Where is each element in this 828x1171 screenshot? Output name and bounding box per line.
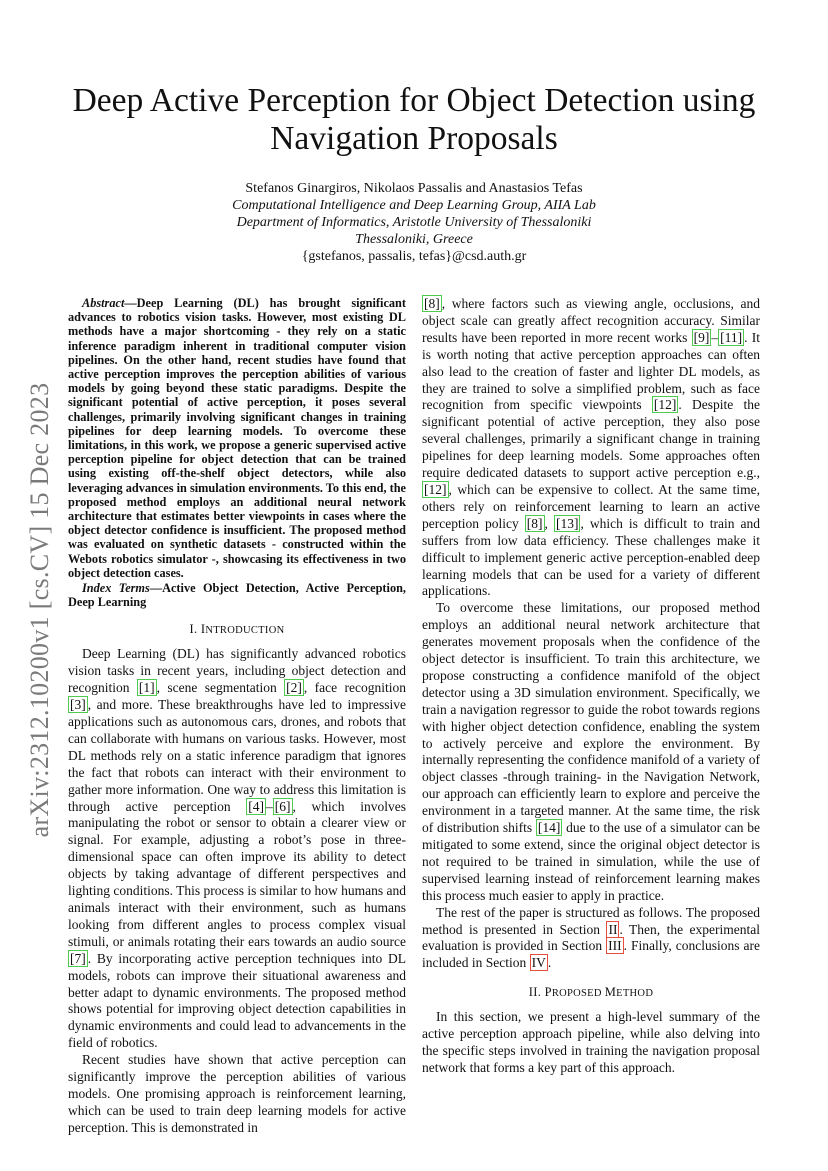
text-run: , which is difficult to train and suffers from low data efficiency. These challenges make it difficult to implement generic active perception-enabled deep learning models that can be used for a variety of different applications. <box>422 515 761 599</box>
section-link[interactable]: IV <box>531 955 546 971</box>
section-numeral: I. <box>189 622 201 637</box>
citation-link[interactable]: [6] <box>274 798 291 814</box>
abstract-text: —Deep Learning (DL) has brought significant advances to robotics vision tasks. However, most existing DL methods have a major shortcoming - they rely on a static inference paradigm inherent in traditional computer vision pipelines. On the other hand, recent studies have found that active perception improves the perception abilities of various models by going beyond these static paradigms. Despite the significant potential of active perception, it poses several challenges, primarily involving significant changes in training pipelines for deep learning models. To overcome these limitations, in this work, we propose a generic supervised active perception pipeline for object detection that can be trained using existing off-the-shelf object detectors, while also leveraging advances in simulation environments. To this end, the proposed method employs an additional neural network architecture that estimates better viewpoints in cases where the object detector confidence is insufficient. The proposed method was evaluated on synthetic datasets - constructed within the Webots robotics simulator -, showcasing its effectiveness in two object detection cases. <box>68 296 406 580</box>
index-terms <box>68 581 406 609</box>
index-terms-label: Index Terms <box>82 581 150 596</box>
section-title-rest: ETHOD <box>616 988 654 1000</box>
text-run: . <box>547 955 552 971</box>
affiliation-line: Thessaloniki, Greece <box>355 232 473 247</box>
citation-link[interactable]: [9] <box>693 329 710 345</box>
section-title-rest: ROPOSED <box>551 988 605 1000</box>
citation-link[interactable]: [8] <box>424 296 440 311</box>
text-run: . Then, the experimental evaluation is provided in Section <box>422 921 760 954</box>
text-run: Recent studies have shown that active perception can significantly improve the perception abilities of various models. One promising approach is reinforcement learning, which can be used to train deep learning models for active perception. This is demonstrated in <box>68 1052 406 1135</box>
section-heading-introduction <box>68 621 406 640</box>
section-link[interactable]: III <box>608 938 622 954</box>
section-numeral: II. <box>528 985 545 1000</box>
citation-link[interactable]: [12] <box>653 397 677 413</box>
text-run: Deep Learning (DL) has significantly advanced robotics vision tasks in recent years, including object detection and recognition <box>68 646 406 696</box>
author-block <box>100 180 728 265</box>
citation-link[interactable]: [7] <box>70 950 86 966</box>
text-run: To overcome these limitations, our proposed method employs an additional neural network architecture that generates movement proposals when the confidence of the object detector is insufficient. To train this architecture, we propose constructing a confidence manifold of the object detector using a 3D simulation environment. Specifically, we train a navigation regressor to guide the robot towards regions with higher object detection confidence, enabling the system to actively perceive and explore the environment. By internally representing the confidence manifold of a variety of object classes -through training- in the Navigation Network, our approach can efficiently learn to explore and perceive the environment in a targeted manner. At the same time, the risk of distribution shifts <box>422 600 760 836</box>
text-run: , <box>544 515 554 531</box>
text-run: , and more. These breakthroughs have led to impressive applications such as autonomous cars, drones, and robots that can collaborate with humans on various tasks. However, most DL methods rely on a static inference paradigm that ignores the fact that robots can interact with their environment to gather more information. One way to address this limitation is through active perception <box>68 697 406 814</box>
text-run: The rest of the paper is structured as follows. The proposed method is presented in Section <box>422 904 760 937</box>
intro-paragraph-1 <box>68 646 406 1052</box>
text-run: . It is worth noting that active perception approaches can often also lead to the creation of faster and lighter DL models, as they are trained to solve a simplified problem, such as face recognition from specific viewpoints <box>422 329 761 413</box>
author-email: {gstefanos, passalis, tefas}@csd.auth.gr <box>301 249 527 264</box>
intro-paragraph-2-start <box>68 1052 406 1137</box>
text-run: , scene segmentation <box>156 680 285 696</box>
method-paragraph-1: In this section, we present a high-level summary of the active perception approach pipeline, while also delving into the specific steps involved in training the navigation proposal network that forms a key part of this approach. <box>422 1009 760 1075</box>
section-link[interactable]: II <box>608 921 618 937</box>
text-run: . Finally, conclusions are included in Section <box>422 938 760 971</box>
section-title-initial: P <box>544 985 552 1000</box>
text-run: , which can be expensive to collect. At the same time, others rely on reinforcement learning to learn an active perception policy <box>422 481 760 531</box>
text-run: , where factors such as viewing angle, occlusions, and object scale can greatly affect recognition accuracy. Similar results have been reported in more recent works <box>422 296 760 345</box>
section-title-initial: M <box>604 985 617 1000</box>
citation-link[interactable]: [3] <box>70 697 86 713</box>
citation-link[interactable]: [14] <box>537 820 561 836</box>
citation-link[interactable]: [2] <box>286 680 302 696</box>
text-run: , which involves manipulating the robot or sensor to obtain a clearer view or signal. For example, adjusting a robot’s pose in three-dimensional space can often improve its ability to detect objects by taking advantage of different perspectives and lighting conditions. This process is similar to how humans and animals interact with their environment, such as humans looking from different angles to process complex visual stimuli, or animals rotating their ears towards an audio source <box>68 798 406 949</box>
arxiv-stamp <box>8 360 72 860</box>
text-run: . Despite the significant potential of active perception, they also pose several challenges, primarily a significant change in training pipelines for deep learning models. Some approaches often require dedicated datasets to support active perception e.g., <box>422 397 760 481</box>
intro-paragraph-3 <box>422 600 760 904</box>
abstract-label: Abstract <box>82 296 125 310</box>
text-run: , face recognition <box>303 680 406 696</box>
intro-paragraph-2-cont <box>422 296 760 600</box>
section-title-rest: NTRODUCTION <box>205 625 285 637</box>
section-title-initial: I <box>200 622 206 637</box>
citation-link[interactable]: [11] <box>720 329 743 345</box>
affiliation-line: Computational Intelligence and Deep Learning Group, AIIA Lab <box>232 198 596 213</box>
right-column <box>422 296 760 1077</box>
citation-link[interactable]: [8] <box>526 515 543 531</box>
section-heading-proposed-method <box>422 984 760 1003</box>
text-run: – <box>711 329 719 345</box>
affiliation-line: Department of Informatics, Aristotle University of Thessaloniki <box>236 215 592 230</box>
text-run: . By incorporating active perception techniques into DL models, robots can improve their situational awareness and better adapt to dynamic environments. The proposed method shows potential for improving object detection capabilities in dynamic environments and could lead to advancements in the field of robotics. <box>68 950 406 1051</box>
paper-title: Deep Active Perception for Object Detection using Navigation Proposals <box>72 82 756 157</box>
text-run: – <box>266 798 273 814</box>
citation-link[interactable]: [4] <box>248 798 264 814</box>
arxiv-stamp-text: arXiv:2312.10200v1 [cs.CV] 15 Dec 2023 <box>25 382 54 838</box>
intro-paragraph-4 <box>422 905 760 973</box>
citation-link[interactable]: [13] <box>555 515 579 531</box>
left-column <box>68 296 406 1137</box>
abstract <box>68 296 406 580</box>
text-run: due to the use of a simulator can be mitigated to some extend, since the original object detector is not required to be trained in simulation, while the use of supervised learning instead of reinforcement learning makes this process much easier to apply in practice. <box>422 820 760 903</box>
citation-link[interactable]: [12] <box>424 481 447 497</box>
author-names: Stefanos Ginargiros, Nikolaos Passalis and Anastasios Tefas <box>245 181 583 196</box>
index-terms-text: —Active Object Detection, Active Perception, Deep Learning <box>68 581 407 610</box>
citation-link[interactable]: [1] <box>138 680 155 696</box>
